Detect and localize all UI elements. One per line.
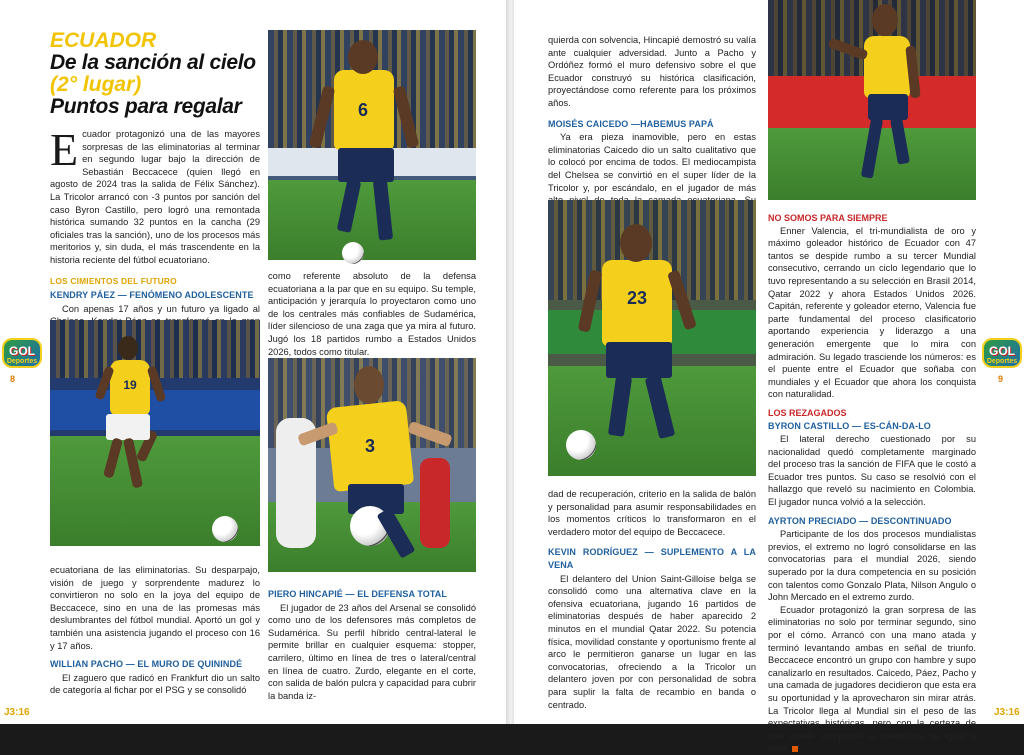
right-column-two — [768, 212, 976, 755]
hincapie-paragraph-1: El jugador de 23 años del Arsenal se consolidó como uno de los defensores más completos de Sudamérica. Su perfil híbrido central-lateral le permite brillar en cualquier esquema: stopper, carrilero, último en línea de tres o lateral/central en línea de cuatro. Zurdo, elegante en el corte, con salida de balón pulcra y capacidad para cubrir la banda iz- — [268, 602, 476, 701]
kendry-paez-photo — [50, 320, 260, 546]
caicedo-paragraph-2: dad de recuperación, criterio en la salida de balón y personalidad para asumir responsabilidades en los momentos críticos lo transformaron en el verdadero motor del equipo de Beccacece. — [548, 489, 756, 537]
intro-text: cuador protagonizó una de las mayores sorpresas de las eliminatorias al terminar en segundo lugar bajo la dirección de Sebastián Beccacece (quien llegó en agosto de 2024 tras la salida de Félix Sánchez). La Tricolor arrancó con -3 puntos por sanción del caso Byron Castillo, pero logró una remontada histórica sumando 32 puntos en la cancha (29 oficiales tras la sanción), uno de los procesos más meritorios y, sin duda, el más trascendente en la historia reciente del fútbol ecuatoriano. — [50, 129, 260, 265]
folio-right: J3:16 — [994, 707, 1020, 718]
title-line-2: (2° lugar) — [50, 73, 142, 96]
subhead-kevin: KEVIN RODRÍGUEZ — SUPLEMENTO A LA VENA — [548, 547, 756, 570]
kendry-paragraph-2: ecuatoriana de las eliminatorias. Su desparpajo, visión de juego y sorprendente madurez lo convirtieron no solo en la joya del equipo de Beccacece, sino en una de las promesas más deslumbrantes del fútbol mundial. Aportó un gol y también una asistencia jugando el proceso con 16 y 17 años. — [50, 565, 260, 651]
pacho-paragraph-1: El zaguero que radicó en Frankfurt dio un salto de categoría al fichar por el PSG y se consolidó — [50, 672, 260, 696]
page-number-left: 8 — [10, 374, 16, 384]
jersey-number-hincapie: 3 — [364, 436, 375, 456]
title-line-3: Puntos para regalar — [50, 95, 242, 118]
subhead-pacho: WILLIAN PACHO — EL MURO DE QUININDÉ — [50, 659, 243, 670]
hincapie-continued-column — [548, 34, 756, 219]
article-title — [50, 30, 260, 118]
gol-deportes-logo-right: GOL Deportes — [980, 338, 1024, 380]
hincapie-paragraph-2: quierda con solvencia, Hincapié demostró su valía ante cualquier adversidad. Junto a Pacho y Ordóñez formó el muro defensivo sobre el que Ecuador construyó su histórica clasificación, proyectándose como referente para los próximos años. — [548, 35, 756, 108]
kevin-paragraph-1: El delantero del Union Saint-Gilloise belga se consolidó como una alternativa clave en la ofensiva ecuatoriana, jugando 16 partidos de eliminatorias después de haber aparecido 2 minutos en el mundial Qatar 2022. Su potencia física, movilidad constante y oportunismo frente al arco le permitieron ganarse un lugar en las convocatorias, ofreciendo a la Tricolor un delantero joven por con personalidad de sobra para suplir la falta de recambio en banda o centrado. — [548, 573, 756, 710]
gol-deportes-logo-left: GOL Deportes — [0, 338, 44, 380]
intro-column — [50, 124, 260, 341]
pacho-continued-column — [268, 270, 476, 358]
page-number-right: 9 — [998, 374, 1004, 384]
enner-valencia-photo — [768, 0, 976, 200]
moises-caicedo-photo — [548, 200, 756, 476]
kendry-paragraph-1: Con apenas 17 años y un futuro ya ligado al — [62, 303, 260, 314]
ayrton-paragraph: Participante de los dos procesos mundialistas previos, el extremo no logró consolidarse en las convocatorias para el mundial 2026, siendo superado por la dura competencia en su posición con talentos como Gonzalo Plata, Nilson Angulo o John Mercado en el extremo zurdo. — [768, 529, 976, 603]
subhead-rezagados: LOS REZAGADOS — [768, 407, 847, 418]
subhead-caicedo: MOISÉS CAICEDO —HABEMUS PAPÁ — [548, 118, 714, 129]
jersey-number-kendry: 19 — [123, 378, 137, 392]
title-line-1: De la sanción al cielo — [50, 51, 256, 74]
caicedo-paragraph-1: Ya era pieza inamovible, pero en estas eliminatorias Caicedo dio un salto cualitativo que lo colocó por encima de todos. El mediocampista del Chelsea se convirtió en el super líder de la Tricolor y, por escándalo, en el jugador de más — [548, 132, 756, 193]
subhead-kendry: KENDRY PÁEZ — FENÓMENO ADOLESCENTE — [50, 290, 254, 301]
subhead-hincapie: PIERO HINCAPIÉ — EL DEFENSA TOTAL — [268, 589, 447, 599]
closing-paragraph: Ecuador protagonizó la gran sorpresa de las eliminatorias no solo por terminar segundo, sino por el cómo. Arrancó con una mano atada y terminó levantando ambas en señal de triunfo. Beccacece encontró un grupo con hambre y supo canalizarlo en resultados. Caicedo, Páez, Pacho y una camada de jugadores decidieron que esta era su oportunidad y la aprovecharon sin mirar atrás. La Tricolor llega al Mundial sin el peso de las expectativas históricas, pero con la certeza de que puede competirle a cualquiera de igual a igual. — [768, 604, 976, 754]
nosomos-paragraph: Enner Valencia, el tri-mundialista de oro y máximo goleador histórico de Ecuador con 47 tantos se despide rumbo a su tercer Mundial consecutivo, cerrando un ciclo legendario que lo tuvo representando a su selección en Brasil 2014, Qatar 2022 y ahora Estados Unidos 2026. Capitán, referente y goleador eterno, Valencia fue parte fundamental del proceso clasificatorio aportando experiencia y liderazgo a una generación emergente que lo mira con admiración. Su legado trasciende los números: es el puente entre el Ecuador que soñaba con mundiales y el Ecuador que ahora los conquista con naturalidad. — [768, 225, 976, 400]
piero-hincapie-photo — [268, 358, 476, 572]
subhead-byron: BYRON CASTILLO — ES-CÁN-DA-LO — [768, 420, 931, 431]
pacho-paragraph-2: como referente absoluto de la defensa ecuatoriana a la par que en su equipo. Su temple, anticipación y jerarquía lo proyectaron como uno de los centrales más confiables de Sudamérica, líder silencioso de una zaga que ya mira al futuro. Jugó los 18 partidos rumbo a Estados Unidos 2026, todos como titular. — [268, 271, 476, 357]
subhead-no-somos: NO SOMOS PARA SIEMPRE — [768, 213, 888, 223]
willian-pacho-photo — [268, 30, 476, 260]
caicedo-continued-column — [548, 488, 756, 711]
title-country: ECUADOR — [50, 29, 157, 52]
byron-paragraph: El lateral derecho cuestionado por su nacionalidad quedó completamente marginado del proceso tras la sanción de FIFA que le costó a Ecuador tres puntos. Su caso se resolvió con el hallazgo que reveló su nacimiento en Colombia. El jugador nunca volvió a la selección. — [768, 434, 976, 508]
kendry-continued-column — [50, 564, 260, 697]
section-label-cimientos: LOS CIMIENTOS DEL FUTURO — [50, 275, 177, 286]
end-mark-icon — [792, 746, 798, 752]
subhead-ayrton: AYRTON PRECIADO — DESCONTINUADO — [768, 515, 952, 526]
left-page — [0, 0, 510, 724]
dropcap: E — [50, 124, 79, 175]
right-page — [514, 0, 1024, 754]
folio-left: J3:16 — [4, 707, 30, 718]
jersey-number-pacho: 6 — [357, 100, 368, 120]
hincapie-column — [268, 586, 476, 702]
jersey-number-caicedo: 23 — [626, 288, 648, 308]
